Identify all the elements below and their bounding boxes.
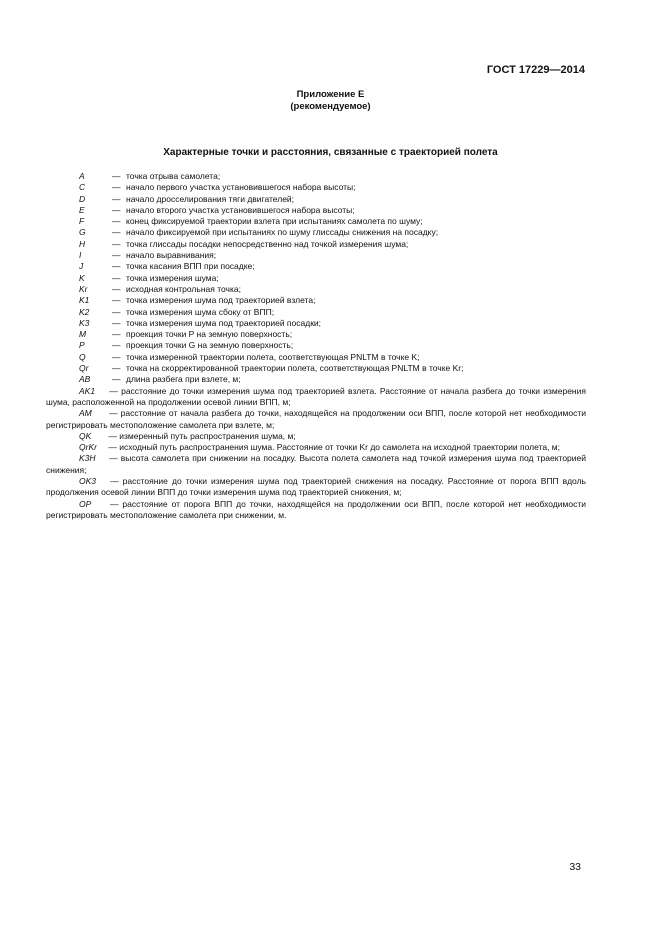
definition-symbol: K2	[79, 306, 90, 317]
definition-paragraph	[46, 499, 586, 522]
definition-dash: —	[112, 250, 121, 261]
definition-symbol: AB	[79, 374, 91, 385]
definition-symbol: C	[79, 182, 86, 193]
definition-dash: —	[108, 430, 117, 441]
definition-symbol: AM	[79, 408, 92, 419]
definition-text: начало первого участка установившегося набора высоты;	[126, 182, 356, 193]
definition-text: точка измеренной траектории полета, соответствующая PNLTM в точке K;	[126, 351, 420, 362]
definition-symbol: H	[79, 238, 86, 249]
definition-row	[46, 329, 586, 340]
definition-dash: —	[112, 340, 121, 351]
definition-symbol: K1	[79, 295, 90, 306]
definition-symbol: Kr	[79, 283, 88, 294]
definition-dash: —	[109, 385, 118, 396]
appendix-status: (рекомендуемое)	[290, 101, 371, 112]
appendix-heading	[0, 89, 661, 113]
definition-row	[46, 227, 586, 238]
definition-paragraph	[46, 431, 586, 442]
definition-symbol: G	[79, 227, 86, 238]
definition-dash: —	[112, 374, 121, 385]
definition-dash: —	[108, 442, 117, 453]
definition-row	[46, 182, 586, 193]
definition-dash: —	[112, 295, 121, 306]
definition-dash: —	[112, 182, 121, 193]
definition-row	[46, 205, 586, 216]
definition-symbol: A	[79, 171, 85, 181]
section-title: Характерные точки и расстояния, связанные с траекторией полета	[163, 147, 498, 158]
definition-text: расстояние до точки измерения шума под траекторией снижения на посадку. Расстояние от порога ВПП вдоль продолжения осевой линии ВПП до точки измерения шума под траекторией снижения, м;	[46, 476, 586, 498]
definition-symbol: P	[79, 340, 85, 351]
definition-text: точка отрыва самолета;	[126, 171, 221, 181]
definition-dash: —	[109, 453, 118, 464]
definition-row	[46, 318, 586, 329]
definition-symbol: F	[79, 216, 85, 227]
definition-dash: —	[110, 476, 119, 487]
definition-row	[46, 307, 586, 318]
appendix-title: Приложение Е	[296, 89, 365, 100]
definition-row	[46, 284, 586, 295]
definition-symbol: Qr	[79, 363, 89, 374]
definition-dash: —	[112, 317, 121, 328]
definition-text: начало дросселирования тяги двигателей;	[126, 193, 295, 204]
definition-symbol: J	[79, 261, 84, 272]
definition-dash: —	[109, 408, 118, 419]
definition-text: начало фиксируемой при испытаниях по шуму глиссады снижения на посадку;	[126, 227, 439, 238]
definition-row	[46, 239, 586, 250]
definition-text: высота самолета при снижении на посадку. Высота полета самолета над точкой измерения шума под траекторией снижения;	[46, 453, 586, 475]
definition-symbol: AK1	[79, 385, 96, 396]
definition-dash: —	[112, 216, 121, 227]
definition-symbol: I	[79, 250, 82, 261]
definition-symbol: QrKr	[79, 442, 97, 453]
definition-text: точка глиссады посадки непосредственно над точкой измерения шума;	[126, 238, 409, 249]
definition-dash: —	[112, 329, 121, 340]
definition-symbol: QK	[79, 430, 92, 441]
definition-dash: —	[112, 193, 121, 204]
definition-text: расстояние от порога ВПП до точки, находящейся на продолжении оси ВПП, после которой нет необходимости регистрировать местоположение самолета при снижении, м.	[46, 498, 586, 520]
definition-symbol: OP	[79, 498, 92, 509]
definition-text: точка измерения шума под траекторией взлета;	[126, 295, 316, 306]
page-number: 33	[569, 861, 581, 873]
definition-paragraph	[46, 476, 586, 499]
definition-text: расстояние от начала разбега до точки, находящейся на продолжении оси ВПП, после которой нет необходимости регистрировать местоположение самолета при взлете, м;	[46, 408, 586, 430]
definition-row	[46, 374, 586, 385]
definitions-list	[46, 171, 586, 521]
definition-text: точка касания ВПП при посадке;	[126, 261, 255, 272]
definition-dash: —	[112, 363, 121, 374]
definition-dash: —	[112, 351, 121, 362]
definition-text: начало второго участка установившегося набора высоты;	[126, 204, 355, 215]
definition-symbol: K3H	[79, 453, 96, 464]
definition-text: расстояние до точки измерения шума под траекторией взлета. Расстояние от начала разбега до точки измерения шума, расположенной на продолжении осевой линии ВПП, м;	[46, 385, 586, 407]
definition-row	[46, 295, 586, 306]
definition-row	[46, 363, 586, 374]
definition-symbol: E	[79, 204, 85, 215]
definition-symbol: M	[79, 329, 87, 340]
definition-row	[46, 216, 586, 227]
definition-row	[46, 194, 586, 205]
definition-text: исходный путь распространения шума. Расстояние от точки Kr до самолета на исходной траектории полета, м;	[119, 442, 561, 453]
definition-text: точка измерения шума;	[126, 272, 219, 283]
definition-text: конец фиксируемой траектории взлета при испытаниях самолета по шуму;	[126, 216, 423, 227]
definition-row	[46, 261, 586, 272]
definition-text: измеренный путь распространения шума, м;	[119, 430, 296, 441]
definition-row	[46, 171, 586, 182]
definition-text: проекция точки P на земную поверхность;	[126, 329, 293, 340]
definition-dash: —	[109, 498, 119, 509]
definition-dash: —	[112, 272, 121, 283]
definition-dash: —	[112, 227, 121, 238]
definition-row	[46, 340, 586, 351]
definition-row	[46, 273, 586, 284]
definition-dash: —	[112, 204, 121, 215]
definition-dash: —	[112, 261, 121, 272]
definition-dash: —	[112, 238, 121, 249]
definition-symbol: OK3	[79, 476, 97, 487]
definition-row	[46, 352, 586, 363]
definition-symbol: K3	[79, 317, 90, 328]
definition-dash: —	[112, 306, 121, 317]
definition-dash: —	[112, 171, 121, 181]
definition-text: точка измерения шума под траекторией посадки;	[126, 317, 322, 328]
definition-text: начало выравнивания;	[126, 250, 217, 261]
definition-paragraph	[46, 442, 586, 453]
definition-text: точка измерения шума сбоку от ВПП;	[126, 306, 275, 317]
definition-symbol: D	[79, 193, 86, 204]
definition-paragraph	[46, 408, 586, 431]
definition-text: точка на скорректированной траектории полета, соответствующая PNLTM в точке Kr;	[126, 363, 464, 374]
definition-paragraph	[46, 386, 586, 409]
definition-text: длина разбега при взлете, м;	[126, 374, 241, 385]
definition-text: исходная контрольная точка;	[126, 283, 241, 294]
definition-text: проекция точки G на земную поверхность;	[126, 340, 294, 351]
definition-row	[46, 250, 586, 261]
definition-dash: —	[112, 283, 121, 294]
document-code: ГОСТ 17229—2014	[486, 64, 585, 76]
definition-symbol: Q	[79, 351, 86, 362]
definition-symbol: K	[79, 272, 85, 283]
definition-paragraph	[46, 453, 586, 476]
